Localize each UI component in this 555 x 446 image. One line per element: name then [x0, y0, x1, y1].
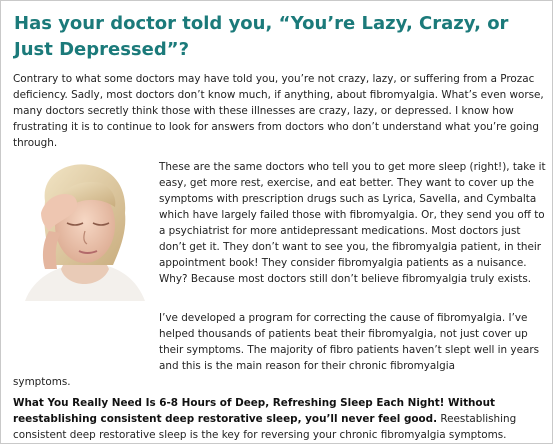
- woman-headache-photo: [15, 161, 151, 301]
- program-paragraph: I’ve developed a program for correcting the cause of fibromyalgia. I’ve helped thousands of patients beat their fibromyalgia, not just cover up their symptoms. The majority of fibro patients haven’t slept well in years and this is the main reason for their chronic fibromyalgia: [159, 312, 540, 372]
- sleep-paragraph-bold: What You Really Need Is 6-8 Hours of Deep, Refreshing Sleep Each Night! Without reestablishing consistent deep restorative sleep, you’ll never feel good.: [13, 397, 495, 425]
- program-paragraph-tail: symptoms.: [13, 376, 71, 388]
- intro-paragraph: Contrary to what some doctors may have told you, you’re not crazy, lazy, or suffering from a Prozac deficiency. Sadly, most doctors don’t know much, if anything, about fibromyalgia. What’s even worse, many doctors secretly think those with these illnesses are crazy, lazy, or depressed. I know how frustrating it is to continue to look for answers from doctors who don’t understand what you’re going through.: [13, 73, 544, 149]
- doctors-paragraph: These are the same doctors who tell you to get more sleep (right!), take it easy, get more rest, exercise, and eat better. They want to cover up the symptoms with prescription drugs such as Lyrica, Savella, and Cymbalta which have largely failed those with fibromyalgia. Or, they send you off to a psychiatrist for more antidepressant medications. Most doctors just don’t get it. They don’t want to see you, the fibromyalgia patient, in their appointment book! They consider fibromyalgia patients as a nuisance. Why? Because most doctors still don’t believe fibromyalgia truly exists.: [159, 161, 546, 285]
- sleep-paragraph-rest: Reestablishing consistent deep restorative sleep is the key for reversing your chronic fibromyalgia symptoms.: [13, 413, 517, 441]
- headline: Has your doctor told you, “You’re Lazy, Crazy, or Just Depressed”?: [14, 13, 509, 60]
- sleep-paragraph: [13, 395, 548, 443]
